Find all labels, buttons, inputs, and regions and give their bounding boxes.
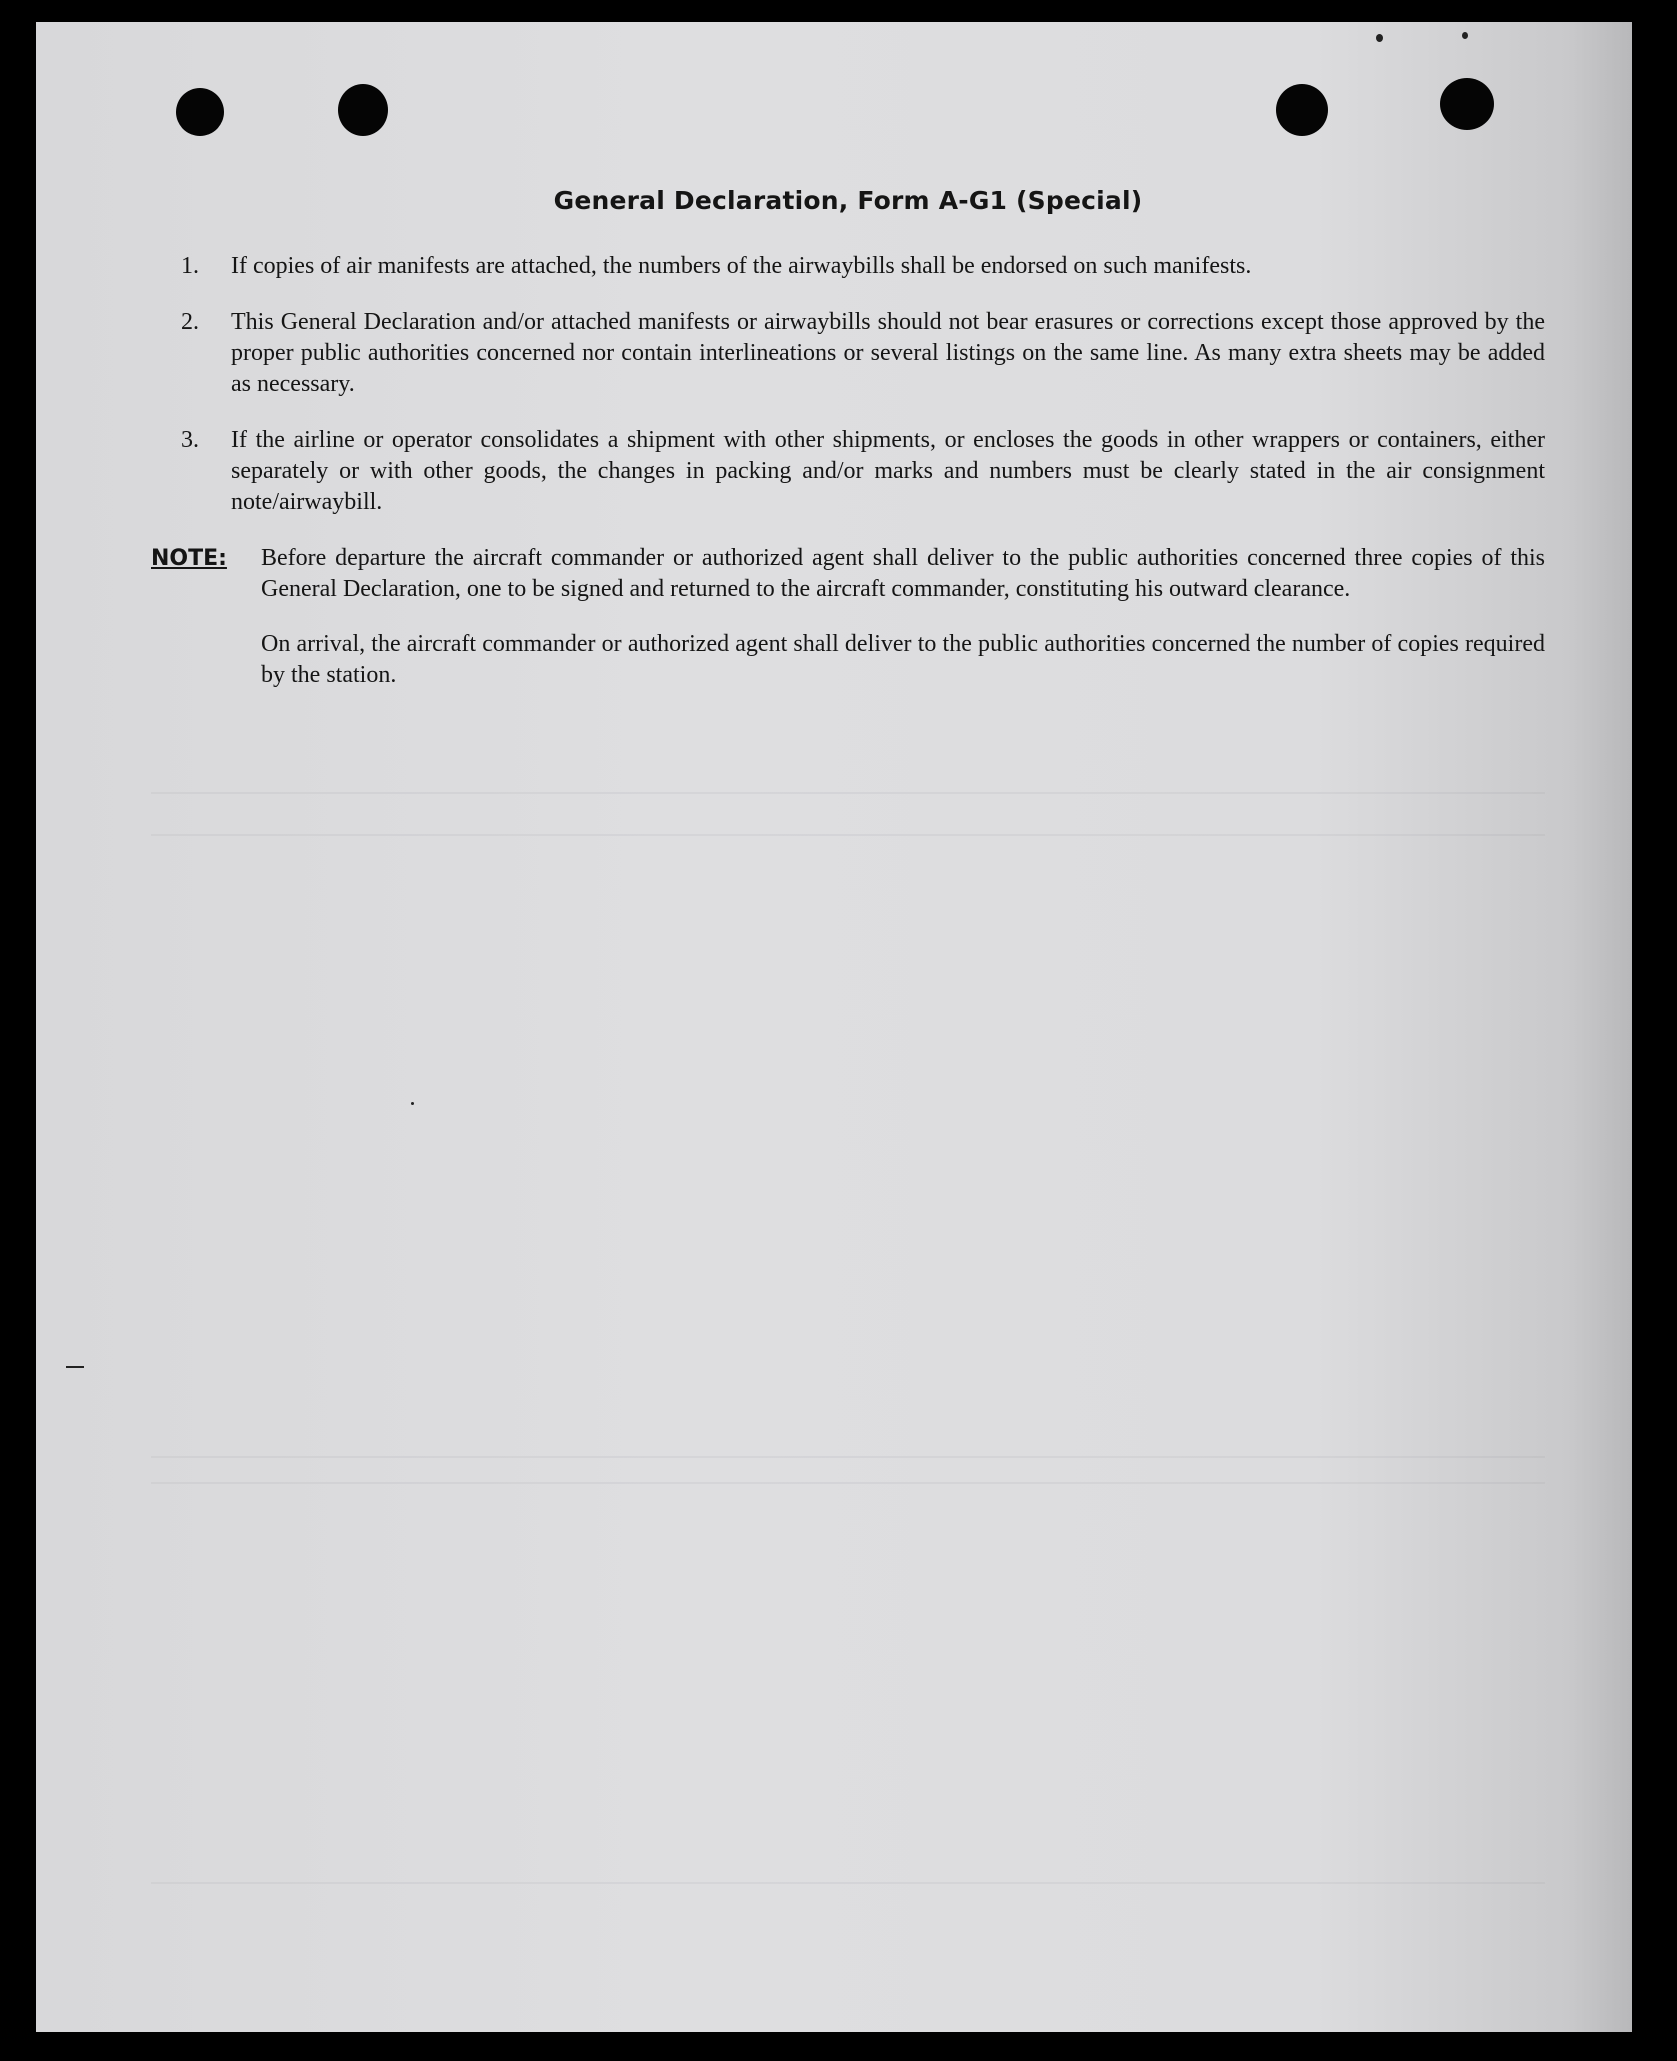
bleed-through-line	[151, 1882, 1545, 1884]
bleed-through-line	[151, 834, 1545, 836]
item-number: 1.	[181, 253, 199, 279]
punch-hole-left-2	[338, 84, 388, 136]
item-text: If copies of air manifests are attached, the numbers of the airwaybills shall be endorsed on such manifests.	[231, 253, 1252, 279]
paper-sheet	[36, 22, 1632, 2032]
note-paragraph-arrival: On arrival, the aircraft commander or authorized agent shall deliver to the public authorities concerned the number of copies required by the station.	[261, 631, 1545, 688]
note-paragraph-departure: Before departure the aircraft commander or authorized agent shall deliver to the public authorities concerned three copies of this General Declaration, one to be signed and returned to the aircraft commander, constituting his outward clearance.	[261, 545, 1545, 602]
instruction-item-1	[151, 251, 1545, 282]
note-body	[261, 543, 1545, 715]
note-section	[151, 543, 1545, 715]
bleed-through-line	[151, 1456, 1545, 1458]
speck	[1462, 32, 1468, 39]
item-number: 2.	[181, 309, 199, 335]
item-text: This General Declaration and/or attached manifests or airwaybills should not bear erasures or corrections except those approved by the proper public authorities concerned nor contain interlineations or several listings on the same line. As many extra sheets may be added as necessary.	[231, 309, 1545, 397]
speck	[411, 1102, 414, 1105]
note-label: NOTE:	[151, 546, 227, 571]
bleed-through-line	[151, 792, 1545, 794]
punch-hole-right-2	[1440, 78, 1494, 130]
punch-hole-right-1	[1276, 84, 1328, 136]
instruction-item-3	[151, 425, 1545, 518]
item-text: If the airline or operator consolidates a shipment with other shipments, or encloses the goods in other wrappers or containers, either separately or with other goods, the changes in packing and/or marks and numbers must be clearly stated in the air consignment note/airwaybill.	[231, 427, 1545, 515]
speck	[1376, 34, 1383, 42]
punch-hole-left-1	[176, 88, 224, 136]
declaration-instructions	[151, 186, 1545, 715]
bleed-through-line	[151, 1482, 1545, 1484]
instruction-item-2	[151, 307, 1545, 400]
item-number: 3.	[181, 427, 199, 453]
speck	[66, 1366, 84, 1368]
document-title: General Declaration, Form A-G1 (Special)	[553, 186, 1143, 215]
